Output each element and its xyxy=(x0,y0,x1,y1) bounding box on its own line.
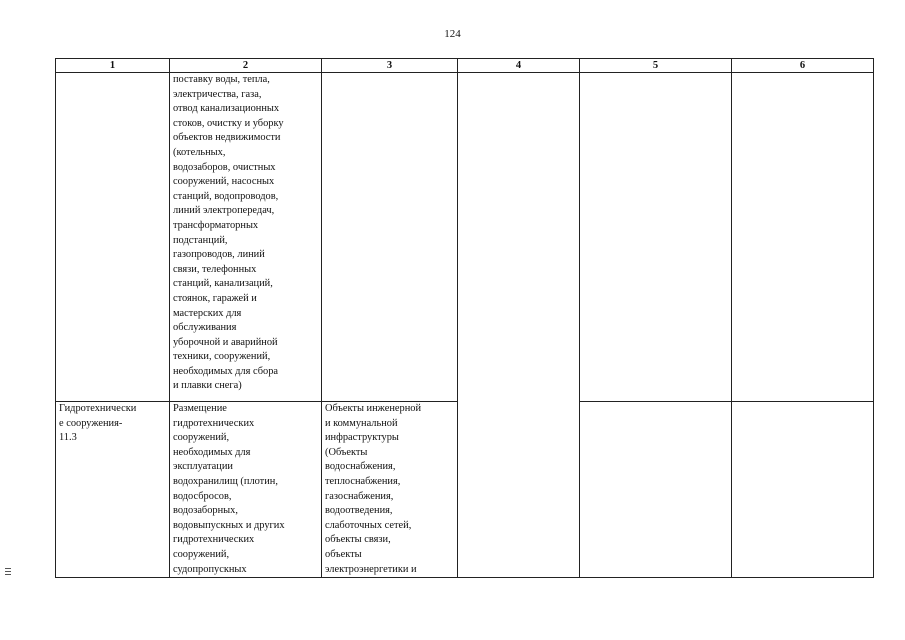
document-table xyxy=(55,58,874,578)
table-cell xyxy=(170,402,322,578)
table-cell xyxy=(580,73,732,402)
cell-text: поставку воды, тепла, электричества, газа, отвод канализационных стоков, очистку и уборку объектов недвижимости (котельных, водозаборов, очистных сооружений, насосных станций, водопроводов, линий электропередач, трансформаторных подстанций, газопроводов, линий связи, телефонных станций, канализаций, стоянок, гаражей и мастерских для обслуживания уборочной и аварийной техники, сооружений, необходимых для сбора и плавки снега) xyxy=(173,74,284,392)
table-cell xyxy=(732,402,874,578)
scan-margin-mark xyxy=(5,568,11,576)
table-cell xyxy=(732,73,874,402)
table-cell xyxy=(170,73,322,402)
cell-text: Гидротехнически е сооружения- 11.3 xyxy=(59,403,137,444)
table-cell xyxy=(56,402,170,578)
cell-text: Объекты инженерной и коммунальной инфраструктуры (Объекты водоснабжения, теплоснабжения, газоснабжения, водоотведения, слаботочных сетей, объекты связи, объекты электроэнергетики и xyxy=(325,403,422,575)
column-header-4: 4 xyxy=(458,59,580,73)
table-cell xyxy=(56,73,170,402)
page-number: 124 xyxy=(444,28,461,40)
table-cell xyxy=(322,402,458,578)
table-cell xyxy=(322,73,458,402)
column-header-2: 2 xyxy=(170,59,322,73)
table-header-row xyxy=(56,59,874,73)
column-header-1: 1 xyxy=(56,59,170,73)
table-cell-merged xyxy=(458,73,580,578)
table-row xyxy=(56,73,874,402)
column-header-3: 3 xyxy=(322,59,458,73)
column-header-6: 6 xyxy=(732,59,874,73)
table-cell xyxy=(580,402,732,578)
cell-text: Размещение гидротехнических сооружений, необходимых для эксплуатации водохранилищ (плотин, водосбросов, водозаборных, водовыпускных и других гидротехнических сооружений, судопропускных xyxy=(173,403,285,575)
column-header-5: 5 xyxy=(580,59,732,73)
